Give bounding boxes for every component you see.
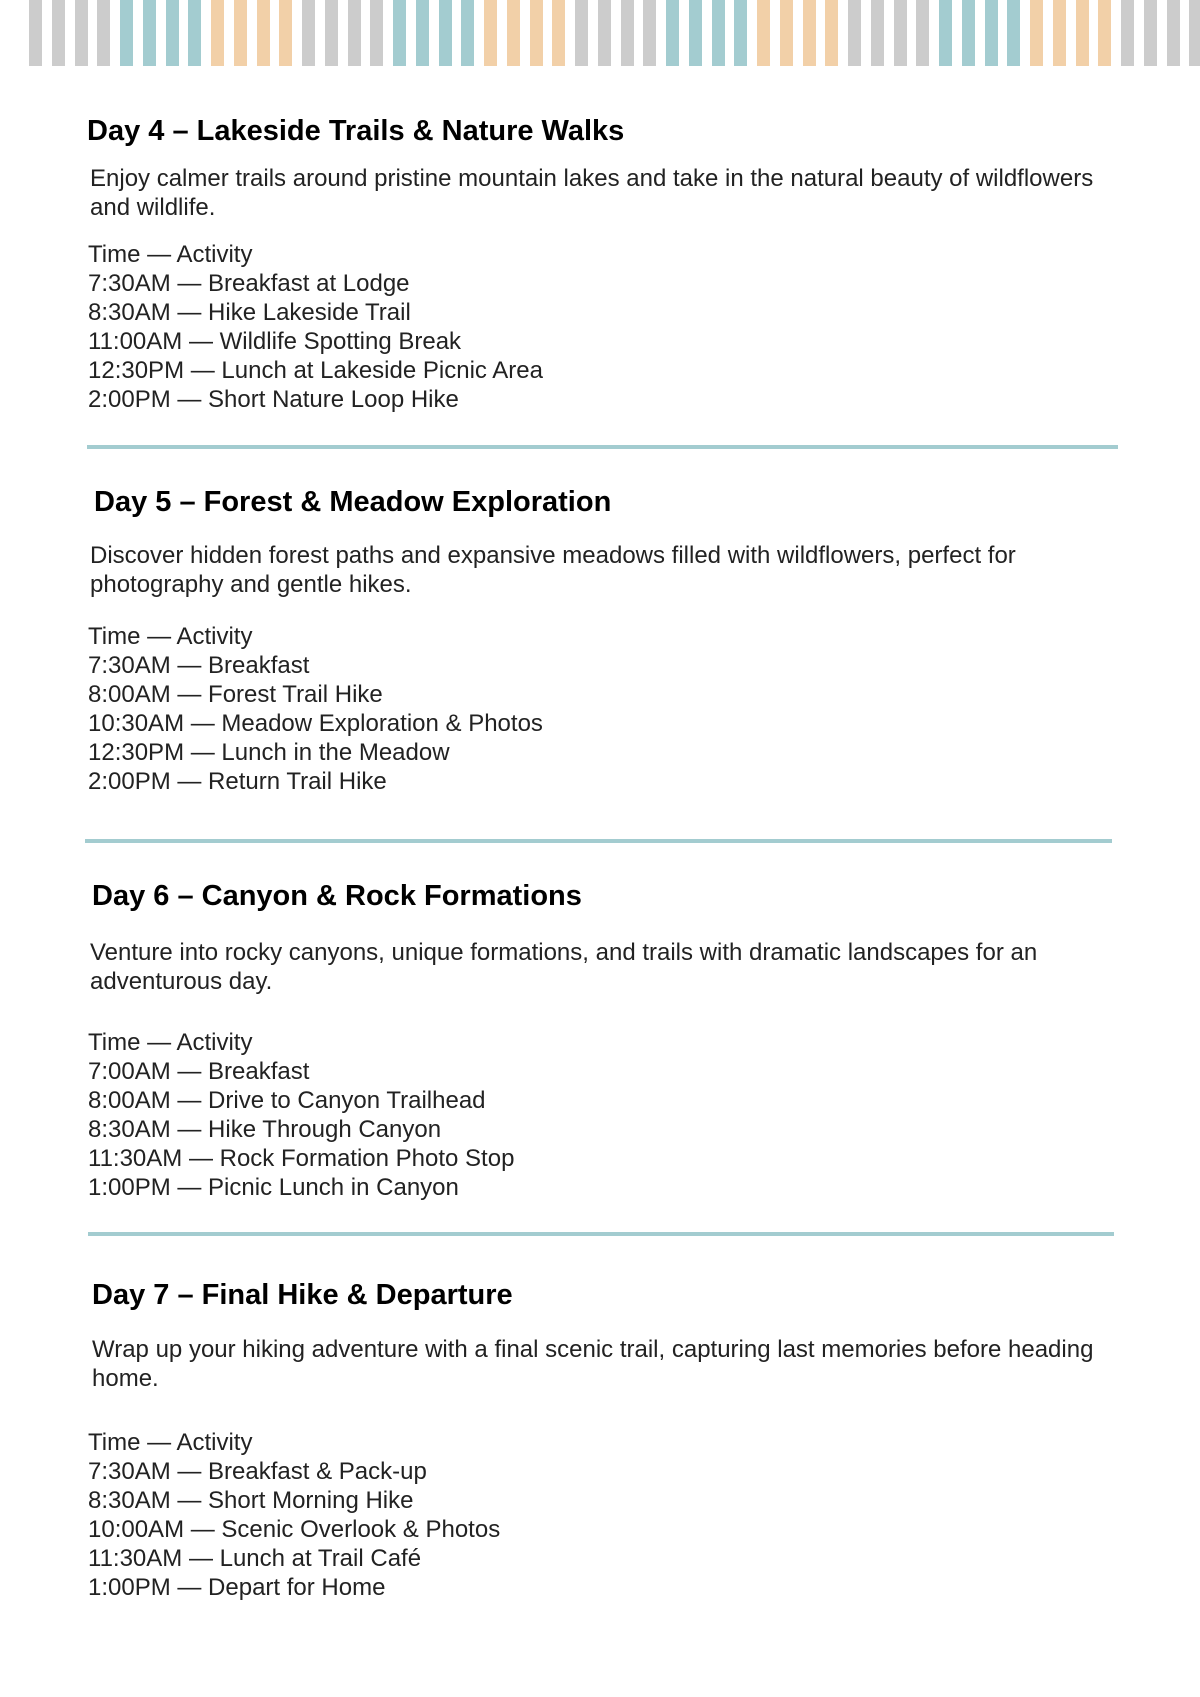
schedule-item: 7:30AM — Breakfast — [88, 652, 310, 679]
schedule-item: 8:00AM — Forest Trail Hike — [88, 681, 383, 708]
schedule-header: Time — Activity — [88, 623, 253, 650]
stripe — [143, 0, 156, 66]
stripe — [1121, 0, 1134, 66]
schedule-item: 2:00PM — Short Nature Loop Hike — [88, 386, 459, 413]
schedule-header: Time — Activity — [88, 1429, 253, 1456]
stripe — [894, 0, 907, 66]
stripe — [484, 0, 497, 66]
schedule-item: 11:00AM — Wildlife Spotting Break — [88, 328, 462, 355]
schedule-item: 11:30AM — Lunch at Trail Café — [88, 1545, 422, 1572]
schedule-item: 12:30PM — Lunch in the Meadow — [88, 739, 450, 766]
stripe — [348, 0, 361, 66]
section-divider — [85, 839, 1112, 843]
day-title: Day 6 – Canyon & Rock Formations — [92, 880, 582, 912]
stripe — [1053, 0, 1066, 66]
stripe — [734, 0, 747, 66]
schedule-item: 8:30AM — Short Morning Hike — [88, 1487, 414, 1514]
day-title: Day 5 – Forest & Meadow Exploration — [94, 486, 612, 518]
stripe — [439, 0, 452, 66]
stripe — [461, 0, 474, 66]
stripe — [712, 0, 725, 66]
stripe — [962, 0, 975, 66]
stripe — [939, 0, 952, 66]
stripe — [848, 0, 861, 66]
stripe — [325, 0, 338, 66]
stripe — [666, 0, 679, 66]
stripe — [985, 0, 998, 66]
schedule-item: 7:30AM — Breakfast at Lodge — [88, 270, 410, 297]
schedule-item: 10:30AM — Meadow Exploration & Photos — [88, 710, 543, 737]
stripe — [507, 0, 520, 66]
stripe — [1189, 0, 1200, 66]
schedule-list — [88, 240, 543, 414]
day-description: Discover hidden forest paths and expansive meadows filled with wildflowers, perfect for photography and gentle hikes. — [90, 542, 1016, 598]
schedule-header: Time — Activity — [88, 1029, 253, 1056]
stripe — [552, 0, 565, 66]
schedule-item: 2:00PM — Return Trail Hike — [88, 768, 387, 795]
schedule-item: 12:30PM — Lunch at Lakeside Picnic Area — [88, 357, 543, 384]
stripe — [530, 0, 543, 66]
stripe — [279, 0, 292, 66]
section-divider — [87, 445, 1118, 449]
stripe — [166, 0, 179, 66]
stripe — [689, 0, 702, 66]
stripe — [1007, 0, 1020, 66]
stripe — [871, 0, 884, 66]
schedule-item: 1:00PM — Depart for Home — [88, 1574, 386, 1601]
stripe — [211, 0, 224, 66]
schedule-item: 1:00PM — Picnic Lunch in Canyon — [88, 1174, 459, 1201]
stripe — [75, 0, 88, 66]
stripe — [257, 0, 270, 66]
stripe — [416, 0, 429, 66]
stripe — [52, 0, 65, 66]
schedule-item: 8:30AM — Hike Lakeside Trail — [88, 299, 411, 326]
stripe — [1076, 0, 1089, 66]
stripe — [575, 0, 588, 66]
stripe — [370, 0, 383, 66]
stripe — [825, 0, 838, 66]
schedule-item: 7:30AM — Breakfast & Pack-up — [88, 1458, 427, 1485]
stripe — [803, 0, 816, 66]
schedule-item: 11:30AM — Rock Formation Photo Stop — [88, 1145, 515, 1172]
stripe — [393, 0, 406, 66]
stripe — [1030, 0, 1043, 66]
stripe — [780, 0, 793, 66]
stripe — [188, 0, 201, 66]
stripe — [643, 0, 656, 66]
stripe — [1144, 0, 1157, 66]
stripe — [97, 0, 110, 66]
schedule-item: 10:00AM — Scenic Overlook & Photos — [88, 1516, 501, 1543]
stripe — [916, 0, 929, 66]
stripe — [621, 0, 634, 66]
stripe — [302, 0, 315, 66]
day-description: Venture into rocky canyons, unique formations, and trails with dramatic landscapes for an adventurous day. — [90, 939, 1038, 995]
schedule-header: Time — Activity — [88, 241, 253, 268]
section-divider — [88, 1232, 1114, 1236]
stripe — [1098, 0, 1111, 66]
schedule-item: 7:00AM — Breakfast — [88, 1058, 310, 1085]
stripe — [29, 0, 42, 66]
schedule-list — [88, 622, 543, 796]
schedule-list — [88, 1028, 514, 1202]
schedule-list — [88, 1428, 500, 1602]
day-description: Wrap up your hiking adventure with a final scenic trail, capturing last memories before heading home. — [92, 1336, 1094, 1392]
stripe — [757, 0, 770, 66]
day-title: Day 4 – Lakeside Trails & Nature Walks — [87, 115, 625, 147]
stripe — [1167, 0, 1180, 66]
day-description: Enjoy calmer trails around pristine mountain lakes and take in the natural beauty of wildflowers and wildlife. — [90, 165, 1094, 221]
stripe — [234, 0, 247, 66]
day-title: Day 7 – Final Hike & Departure — [92, 1279, 513, 1311]
stripe — [598, 0, 611, 66]
stripe — [120, 0, 133, 66]
schedule-item: 8:30AM — Hike Through Canyon — [88, 1116, 442, 1143]
decorative-stripe-border — [0, 0, 1200, 66]
schedule-item: 8:00AM — Drive to Canyon Trailhead — [88, 1087, 486, 1114]
